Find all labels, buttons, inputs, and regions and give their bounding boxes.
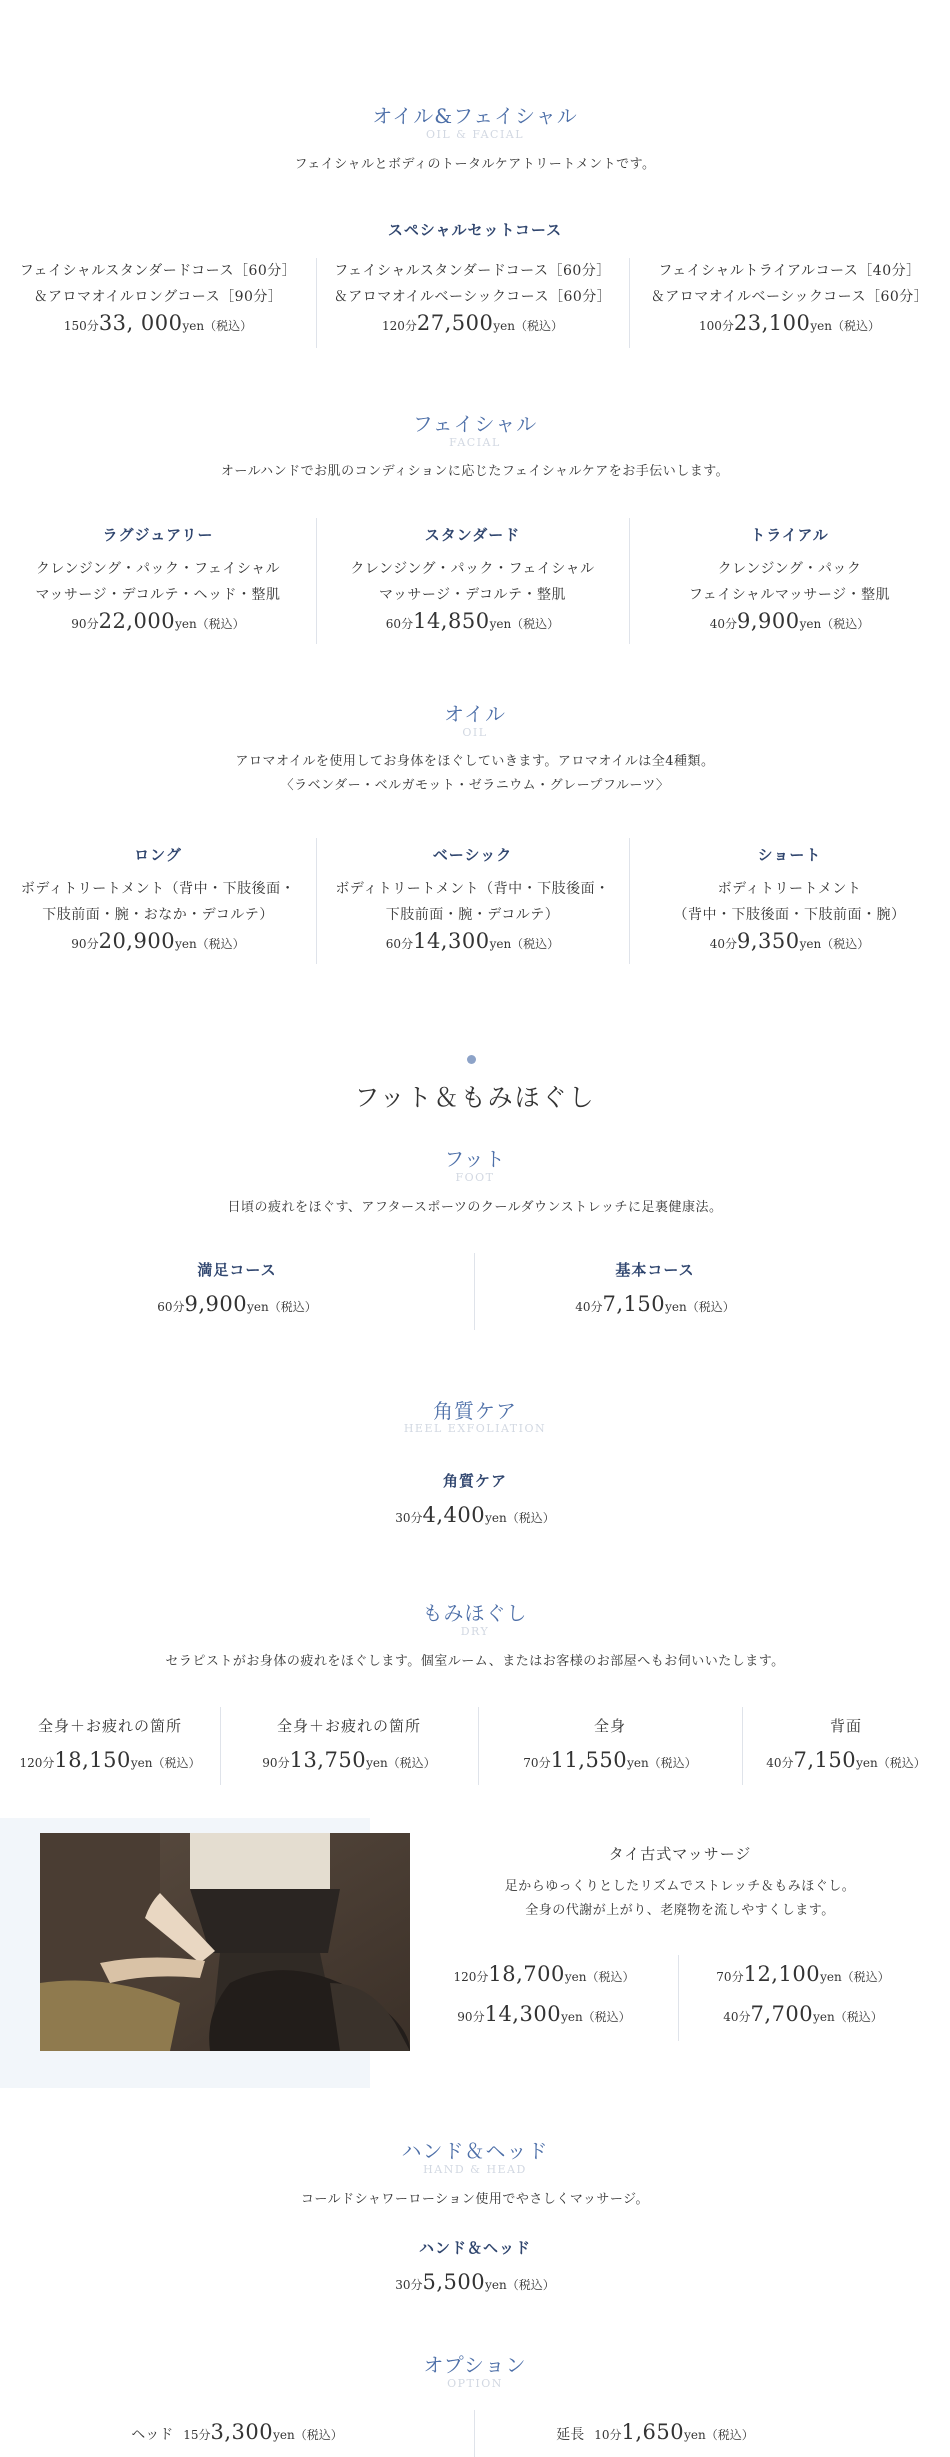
foot-item (474, 1257, 836, 1320)
price: 60分9,900yen（税込） (157, 1292, 317, 1316)
price: 40分9,350yen（税込） (709, 929, 870, 953)
heel-item (0, 1468, 950, 1531)
item-detail: 下肢前面・腕・デコルテ） (385, 907, 560, 923)
thai-header (410, 1841, 950, 1923)
section-subtitle-foot: FOOT (455, 1171, 495, 1184)
item-detail: フェイシャルスタンダードコース［60分］ (334, 263, 611, 279)
item-detail: クレンジング・パック (717, 561, 862, 577)
item-detail: フェイシャルスタンダードコース［60分］ (19, 263, 297, 279)
item-name: ロング (134, 846, 182, 864)
price: 90分20,900yen（税込） (71, 929, 245, 953)
thai-description: 足からゆっくりとしたリズムでストレッチ＆もみほぐし。 (504, 1879, 856, 1894)
section-title-foot: フット (444, 1147, 506, 1171)
item-name: ベーシック (432, 846, 513, 864)
section-description-dry: セラピストがお身体の疲れをほぐします。個室ルーム、またはお客様のお部屋へもお伺いいたします。 (165, 1654, 785, 1669)
price: 60分14,850yen（税込） (385, 609, 560, 633)
oil-item (0, 842, 316, 957)
section-description-facial: オールハンドでお肌のコンディションに応じたフェイシャルケアをお手伝いします。 (220, 464, 730, 479)
thai-price-item (410, 2001, 678, 2030)
item-detail: ＆アロマオイルロングコース［90分］ (33, 289, 283, 305)
section-subtitle-facial: FACIAL (449, 436, 501, 449)
item-detail: ボディトリートメント（背中・下肢後面・ (20, 881, 296, 897)
facial-item (316, 522, 629, 637)
price: 90分14,300yen（税込） (457, 2002, 631, 2026)
option-label: 延長 (556, 2427, 585, 2443)
price: 40分7,150yen（税込） (575, 1292, 735, 1316)
facial-item (0, 522, 316, 637)
thai-description: 全身の代謝が上がり、老廃物を流しやすくします。 (525, 1903, 835, 1918)
item-name: 背面 (829, 1717, 862, 1735)
thai-price-item (678, 2001, 928, 2030)
item-detail: ＆アロマオイルベーシックコース［60分］ (333, 289, 612, 305)
section-subtitle-heel: HEEL EXFOLIATION (403, 1422, 547, 1435)
option-item (0, 2419, 474, 2448)
price: 30分4,400yen（税込） (395, 1503, 555, 1527)
item-name: 全身＋お疲れの箇所 (37, 1717, 182, 1735)
price: 70分12,100yen（税込） (716, 1962, 890, 1986)
item-detail: クレンジング・パック・フェイシャル (350, 561, 595, 577)
section-title-option: オプション (423, 2353, 527, 2377)
item-name: 全身＋お疲れの箇所 (276, 1717, 421, 1735)
oil-item (316, 842, 629, 957)
price: 120分18,150yen（税込） (19, 1748, 201, 1772)
section-title-hand-head: ハンド＆ヘッド (401, 2139, 549, 2163)
item-name: 角質ケア (442, 1472, 507, 1490)
section-title-dry: もみほぐし (422, 1601, 528, 1625)
section-title-oil-facial: オイル&フェイシャル (372, 104, 578, 128)
section-description-oil: アロマオイルを使用してお身体をほぐしていきます。アロマオイルは全4種類。 (235, 754, 715, 769)
item-name: トライアル (750, 526, 829, 544)
special-set-title: スペシャルセットコース (387, 221, 563, 239)
item-detail: クレンジング・パック・フェイシャル (35, 561, 281, 577)
price: 90分13,750yen（税込） (262, 1748, 436, 1772)
item-detail: マッサージ・デコルテ・ヘッド・整肌 (35, 587, 281, 603)
item-name: ラグジュアリー (102, 526, 214, 544)
section-subtitle-oil-facial: OIL & FACIAL (425, 128, 525, 141)
price: ヘッド 15分3,300yen（税込） (131, 2420, 343, 2444)
item-name: 基本コース (615, 1261, 695, 1279)
price: 30分5,500yen（税込） (395, 2270, 555, 2294)
item-name: ハンド＆ヘッド (418, 2239, 531, 2257)
item-name: 満足コース (197, 1261, 277, 1279)
item-detail: フェイシャルトライアルコース［40分］ (658, 263, 921, 279)
thai-title: タイ古式マッサージ (608, 1845, 752, 1863)
section-description-hand-head: コールドシャワーローション使用でやさしくマッサージ。 (300, 2192, 650, 2207)
thai-massage-photo (40, 1833, 410, 2051)
section-title-oil: オイル (444, 702, 506, 726)
item-name: ショート (757, 846, 822, 864)
option-label: ヘッド (131, 2427, 174, 2443)
special-set-item (316, 258, 629, 339)
price: 60分14,300yen（税込） (385, 929, 560, 953)
item-detail: マッサージ・デコルテ・整肌 (378, 587, 567, 603)
divider (678, 1955, 679, 2041)
price: 40分7,700yen（税込） (723, 2002, 883, 2026)
item-name: スタンダード (424, 526, 521, 544)
dry-item (0, 1713, 220, 1776)
section-subtitle-hand-head: HAND & HEAD (423, 2163, 527, 2176)
price: 70分11,550yen（税込） (523, 1748, 697, 1772)
item-detail: ボディトリートメント (717, 881, 862, 897)
price: 40分7,150yen（税込） (766, 1748, 926, 1772)
price: 100分23,100yen（税込） (698, 311, 880, 335)
oil-item (629, 842, 950, 957)
dry-item (220, 1713, 478, 1776)
option-item (474, 2419, 836, 2448)
section-description-oil-facial: フェイシャルとボディのトータルケアトリートメントです。 (294, 157, 656, 172)
price: 150分33, 000yen（税込） (63, 311, 253, 335)
price: 40分9,900yen（税込） (709, 609, 870, 633)
section-description-oil-aromas: 〈ラベンダー・ベルガモット・ゼラニウム・グレープフルーツ〉 (280, 778, 670, 793)
section-title-heel: 角質ケア (433, 1399, 517, 1423)
item-detail: （背中・下肢後面・下肢前面・腕） (673, 907, 906, 923)
dry-item (478, 1713, 742, 1776)
section-subtitle-oil: OIL (462, 726, 488, 739)
item-name: 全身 (593, 1717, 626, 1735)
section-title-facial: フェイシャル (412, 412, 538, 436)
price: 120分18,700yen（税込） (453, 1962, 635, 1986)
special-set-item (0, 258, 316, 339)
thai-price-item (678, 1961, 928, 1990)
item-detail: ＆アロマオイルベーシックコース［60分］ (650, 289, 929, 305)
main-title-foot: フット＆もみほぐし (354, 1083, 596, 1112)
section-subtitle-option: OPTION (447, 2377, 503, 2390)
item-detail: フェイシャルマッサージ・整肌 (688, 587, 891, 603)
dry-item (742, 1713, 950, 1776)
hand-head-item (0, 2235, 950, 2298)
price: 延長 10分1,650yen（税込） (556, 2420, 754, 2444)
foot-item (0, 1257, 474, 1320)
facial-item (629, 522, 950, 637)
price: 90分22,000yen（税込） (71, 609, 245, 633)
section-subtitle-dry: DRY (460, 1625, 490, 1638)
item-detail: ボディトリートメント（背中・下肢後面・ (335, 881, 610, 897)
section-dot-icon (467, 1055, 476, 1064)
item-detail: 下肢前面・腕・おなか・デコルテ） (42, 907, 274, 923)
price: 120分27,500yen（税込） (381, 311, 563, 335)
section-description-foot: 日頃の疲れをほぐす、アフタースポーツのクールダウンストレッチに足裏健康法。 (227, 1200, 723, 1215)
thai-price-item (410, 1961, 678, 1990)
special-set-item (629, 258, 950, 339)
